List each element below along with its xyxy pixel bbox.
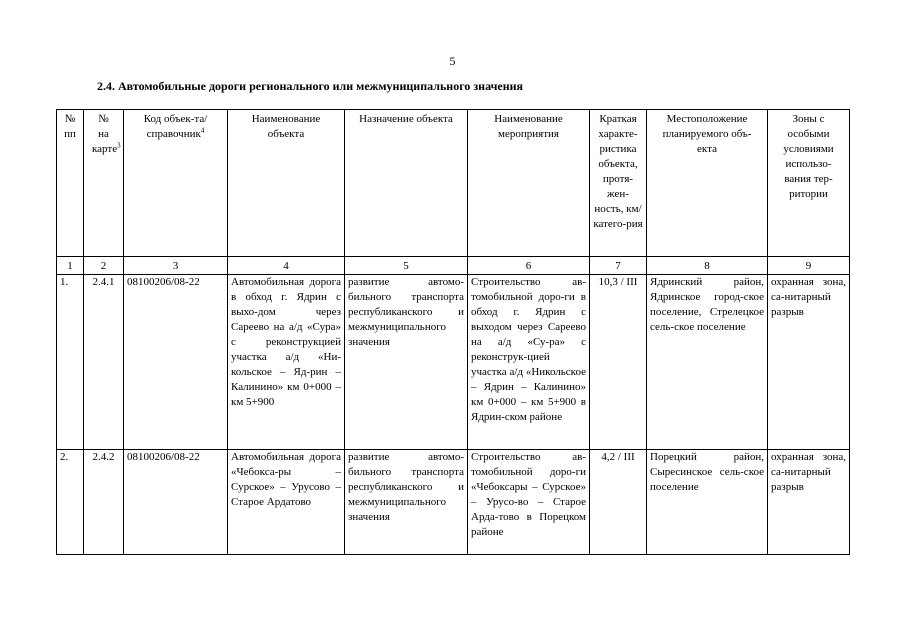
cell-object-name: Автомобильная дорога в обход г. Ядрин с выхо-дом через Сареево на а/д «Сура» с реконструкцией участка а/д «Ни-кольское – Яд-рин – Калинино» км 0+000 – км 5+900 bbox=[228, 275, 345, 450]
header-text: № на карте bbox=[92, 113, 118, 155]
column-number: 5 bbox=[345, 257, 468, 275]
cell-characteristic: 4,2 / III bbox=[590, 450, 647, 555]
cell-zones: охранная зона, са-нитарный разрыв bbox=[768, 450, 850, 555]
header-text: Назначение объекта bbox=[359, 113, 453, 125]
header-cell bbox=[768, 110, 850, 257]
header-text: Местоположение планируемого объ-екта bbox=[662, 113, 752, 155]
header-cell bbox=[468, 110, 590, 257]
cell-num: 1. bbox=[57, 275, 84, 450]
page-number: 5 bbox=[449, 54, 456, 68]
cell-location: Ядринский район, Ядринское город-ское поселение, Стрелецкое сель-ское поселение bbox=[647, 275, 768, 450]
column-number: 4 bbox=[228, 257, 345, 275]
table-row bbox=[57, 450, 850, 555]
column-number: 6 bbox=[468, 257, 590, 275]
header-cell bbox=[590, 110, 647, 257]
cell-measure: Строительство ав-томобильной доро-ги «Чебоксары – Сурское» – Урусо-во – Старое Арда-тово в Порецком районе bbox=[468, 450, 590, 555]
header-text: № пп bbox=[64, 113, 76, 140]
header-text: Наименование мероприятия bbox=[494, 113, 563, 140]
header-text: Наименование объекта bbox=[251, 113, 321, 140]
cell-map-num: 2.4.1 bbox=[84, 275, 124, 450]
footnote-mark: 4 bbox=[200, 126, 205, 135]
table-header bbox=[57, 110, 850, 275]
column-numbers-row bbox=[57, 257, 850, 275]
header-text: Зоны с особыми условиями использо-вания тер-ритории bbox=[783, 113, 834, 200]
header-cell bbox=[345, 110, 468, 257]
header-cell bbox=[84, 110, 124, 257]
column-number: 2 bbox=[84, 257, 124, 275]
cell-zones: охранная зона, са-нитарный разрыв bbox=[768, 275, 850, 450]
header-text: Код объек-та/справочник bbox=[143, 113, 208, 140]
header-cell bbox=[647, 110, 768, 257]
footnote-mark: 3 bbox=[117, 141, 121, 150]
header-text: Краткая характе-ристика объекта, протя-жен-ность, км/ катего-рия bbox=[593, 113, 643, 230]
column-number: 3 bbox=[124, 257, 228, 275]
cell-num: 2. bbox=[57, 450, 84, 555]
table-row bbox=[57, 275, 850, 450]
cell-purpose: развитие автомо-бильного транспорта республиканского и межмуниципального значения bbox=[345, 450, 468, 555]
cell-characteristic: 10,3 / III bbox=[590, 275, 647, 450]
column-number: 8 bbox=[647, 257, 768, 275]
section-title: 2.4. Автомобильные дороги регионального или межмуниципального значения bbox=[97, 79, 524, 93]
header-cell bbox=[124, 110, 228, 257]
cell-object-name: Автомобильная дорога «Чебокса-ры – Сурское» – Урусово – Старое Ардатово bbox=[228, 450, 345, 555]
column-number: 1 bbox=[57, 257, 84, 275]
cell-map-num: 2.4.2 bbox=[84, 450, 124, 555]
column-number: 9 bbox=[768, 257, 850, 275]
header-cell bbox=[57, 110, 84, 257]
column-number: 7 bbox=[590, 257, 647, 275]
cell-measure: Строительство ав-томобильной доро-ги в обход г. Ядрин с выходом через Сареево на а/д «Су-ра» с реконструк-цией участка а/д «Никольское – Ядрин – Калинино» км 0+000 – км 5+900 в Ядрин-ском районе bbox=[468, 275, 590, 450]
cell-code: 08100206/08-22 bbox=[124, 275, 228, 450]
cell-purpose: развитие автомо-бильного транспорта республиканского и межмуниципального значения bbox=[345, 275, 468, 450]
header-cell bbox=[228, 110, 345, 257]
cell-location: Порецкий район, Сыресинское сель-ское поселение bbox=[647, 450, 768, 555]
cell-code: 08100206/08-22 bbox=[124, 450, 228, 555]
roads-table bbox=[56, 109, 850, 555]
